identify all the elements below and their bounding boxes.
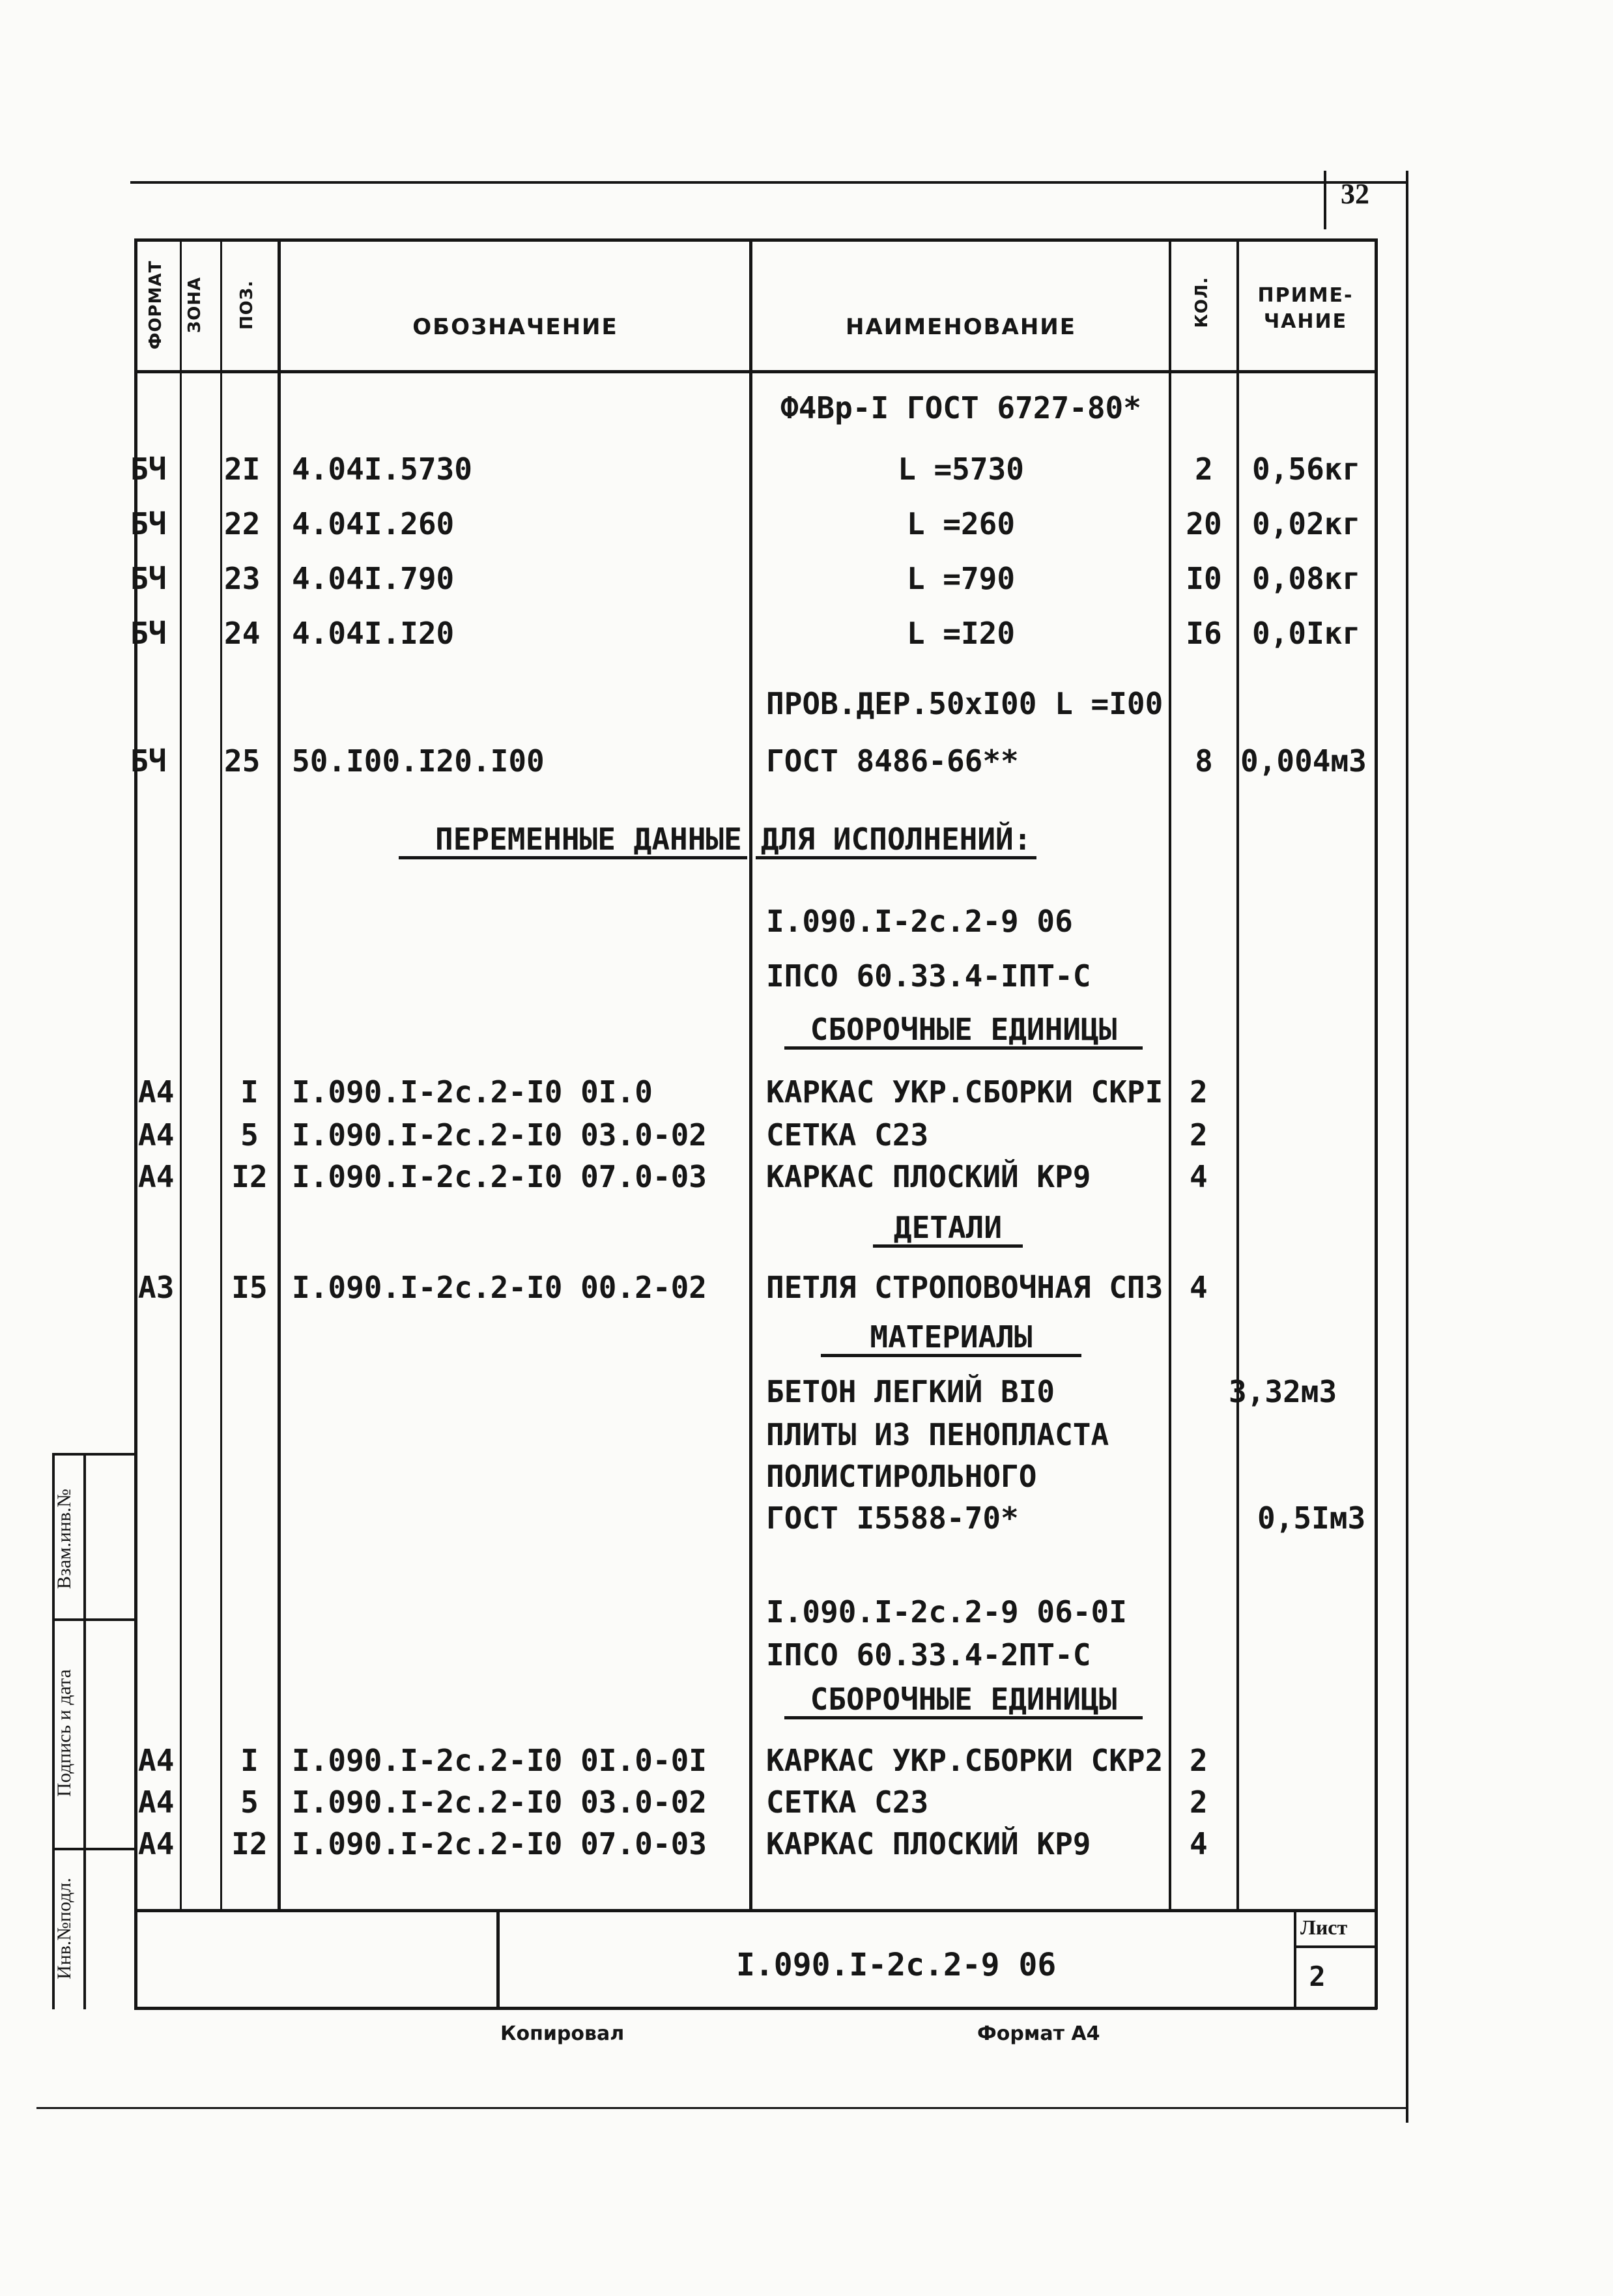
row-poz: 25 [224,743,261,779]
stamp-divider-left [496,1909,500,2008]
row-kol: 20 [1186,506,1222,541]
row-primechanie: 0,5Iм3 [1257,1500,1366,1536]
row-naimenovanie: КАРКАС УКР.СБОРКИ СКР2 [766,1743,1163,1778]
list-item: ГОСТ I5588-70* [766,1500,1019,1536]
row-oboznachenie: I.090.I-2c.2-I0 07.0-03 [292,1159,707,1194]
row-format: БЧ [130,452,167,487]
header-naimenovanie: НАИМЕНОВАНИЕ [845,314,1076,340]
row-oboznachenie: I.090.I-2c.2-I0 07.0-03 [292,1826,707,1861]
row-naimenovanie: L =260 [906,506,1016,541]
row-oboznachenie: 4.04I.790 [292,561,455,596]
row-kol: 8 [1195,743,1213,779]
row-kol: 2 [1190,1117,1208,1153]
list-item: Ф4Вр-I ГОСТ 6727-80* [780,390,1141,425]
row-kol: 4 [1190,1159,1208,1194]
row-oboznachenie: I.090.I-2c.2-I0 0I.0 [292,1074,653,1110]
row-naimenovanie: L =790 [906,561,1016,596]
row-oboznachenie: 50.I00.I20.I00 [292,743,545,779]
row-poz: I2 [231,1826,268,1861]
row-kol: 2 [1190,1785,1208,1820]
row-primechanie: 0,08кг [1252,561,1361,596]
header-oboznachenie: ОБОЗНАЧЕНИЕ [412,314,618,340]
row-format: БЧ [130,506,167,541]
row-oboznachenie: I.090.I-2c.2-I0 0I.0-0I [292,1743,707,1778]
row-oboznachenie: 4.04I.5730 [292,452,472,487]
copied-label: Копировал [500,2022,625,2045]
row-naimenovanie: ГОСТ 8486-66** [766,743,1019,779]
sheet-label: Лист [1300,1916,1348,1939]
row-primechanie: 0,02кг [1252,506,1361,541]
list-item: IПСО 60.33.4-IПТ-С [766,958,1091,994]
row-poz: I [240,1074,259,1110]
frame-right [1375,238,1378,2009]
side-strip-sep2 [52,1848,134,1850]
sheet-number: 2 [1309,1960,1326,1992]
col-sep-prim [1236,238,1239,1910]
header-poz: ПОЗ. [237,280,257,330]
row-poz: 22 [224,506,261,541]
row-kol: 2 [1190,1074,1208,1110]
frame-top [134,238,1377,242]
row-poz: 5 [240,1785,259,1820]
row-format: А4 [138,1743,175,1778]
col-sep-kol [1169,238,1171,1910]
header-primechanie-line2: ЧАНИЕ [1263,310,1348,333]
list-item: I.090.I-2c.2-9 06 [766,904,1073,939]
stamp-bottom-line [134,2007,1377,2010]
row-format: А4 [138,1117,175,1153]
frame-header-bottom [134,370,1377,373]
row-oboznachenie: I.090.I-2c.2-I0 03.0-02 [292,1117,707,1153]
row-naimenovanie: КАРКАС ПЛОСКИЙ КР9 [766,1826,1091,1861]
row-format: А4 [138,1826,175,1861]
stamp-list-divider [1294,1945,1377,1948]
row-kol: 2 [1190,1743,1208,1778]
side-strip-top [52,1453,134,1456]
row-poz: 23 [224,561,261,596]
header-zona: ЗОНА [185,276,205,334]
original-inventory-label: Инв.№подл. [53,1878,75,1979]
col-sep-poz [220,238,222,1910]
right-outer-line [1406,171,1408,2123]
col-sep-obozn [278,238,281,1910]
list-item: ПРОВ.ДЕР.50xI00 L =I00 [766,686,1163,721]
list-item: БЕТОН ЛЕГКИЙ BI0 [766,1374,1055,1409]
list-item: ПОЛИСТИРОЛЬНОГО [766,1459,1037,1494]
row-format: БЧ [130,561,167,596]
frame-left [134,238,137,2009]
row-naimenovanie: L =I20 [906,616,1016,651]
document-number: I.090.I-2c.2-9 06 [736,1947,1057,1983]
page-number: 32 [1341,178,1369,210]
row-format: А3 [138,1270,175,1305]
list-item: IПСО 60.33.4-2ПТ-С [766,1637,1091,1672]
row-oboznachenie: 4.04I.I20 [292,616,455,651]
row-poz: 2I [224,452,261,487]
row-kol: I0 [1186,561,1222,596]
row-kol: I6 [1186,616,1222,651]
row-format: БЧ [130,616,167,651]
row-primechanie: 0,004м3 [1240,743,1367,779]
section-heading: СБОРОЧНЫЕ ЕДИНИЦЫ [784,1682,1143,1719]
row-primechanie: 0,56кг [1252,452,1361,487]
side-strip-sep1 [52,1618,134,1621]
row-naimenovanie: L =5730 [898,452,1024,487]
row-naimenovanie: ПЕТЛЯ СТРОПОВОЧНАЯ СП3 [766,1270,1163,1305]
signature-date-label: Подпись и дата [53,1669,75,1797]
row-format: А4 [138,1785,175,1820]
row-naimenovanie: СЕТКА С23 [766,1785,929,1820]
row-naimenovanie: КАРКАС УКР.СБОРКИ СКРI [766,1074,1163,1110]
replacement-inventory-label: Взам.инв.№ [53,1488,75,1590]
row-poz: I5 [231,1270,268,1305]
top-border-line [130,181,1407,184]
row-oboznachenie: I.090.I-2c.2-I0 03.0-02 [292,1785,707,1820]
row-poz: I [240,1743,259,1778]
section-heading: МАТЕРИАЛЫ [821,1320,1081,1357]
row-format: А4 [138,1159,175,1194]
row-poz: I2 [231,1159,268,1194]
col-sep-naim [749,238,752,1910]
row-oboznachenie: 4.04I.260 [292,506,455,541]
format-label: Формат А4 [977,2022,1100,2045]
header-format: ФОРМАТ [146,260,165,350]
section-heading: СБОРОЧНЫЕ ЕДИНИЦЫ [784,1012,1143,1050]
row-kol: 4 [1190,1826,1208,1861]
row-oboznachenie: I.090.I-2c.2-I0 00.2-02 [292,1270,707,1305]
stamp-top-line [134,1909,1377,1912]
section-heading-right: ДЛЯ ИСПОЛНЕНИЙ: [756,822,1036,859]
side-strip-right [83,1453,86,2009]
bottom-scan-line [36,2107,1408,2109]
row-poz: 24 [224,616,261,651]
list-item: I.090.I-2c.2-9 06-0I [766,1594,1127,1629]
row-kol: 4 [1190,1270,1208,1305]
col-sep-zona [180,238,182,1910]
row-naimenovanie: СЕТКА С23 [766,1117,929,1153]
row-format: А4 [138,1074,175,1110]
row-primechanie: 0,0Iкг [1252,616,1361,651]
section-heading: ДЕТАЛИ [873,1211,1023,1248]
section-heading-left: ПЕРЕМЕННЫЕ ДАННЫЕ [399,822,747,859]
page-number-divider [1324,171,1326,229]
row-naimenovanie: КАРКАС ПЛОСКИЙ КР9 [766,1159,1091,1194]
header-primechanie-line1: ПРИМЕ- [1257,284,1354,307]
header-kol: КОЛ. [1192,276,1212,328]
row-kol: 2 [1195,452,1213,487]
row-poz: 5 [240,1117,259,1153]
row-primechanie: 3,32м3 [1229,1374,1337,1409]
list-item: ПЛИТЫ ИЗ ПЕНОПЛАСТА [766,1417,1109,1452]
row-format: БЧ [130,743,167,779]
